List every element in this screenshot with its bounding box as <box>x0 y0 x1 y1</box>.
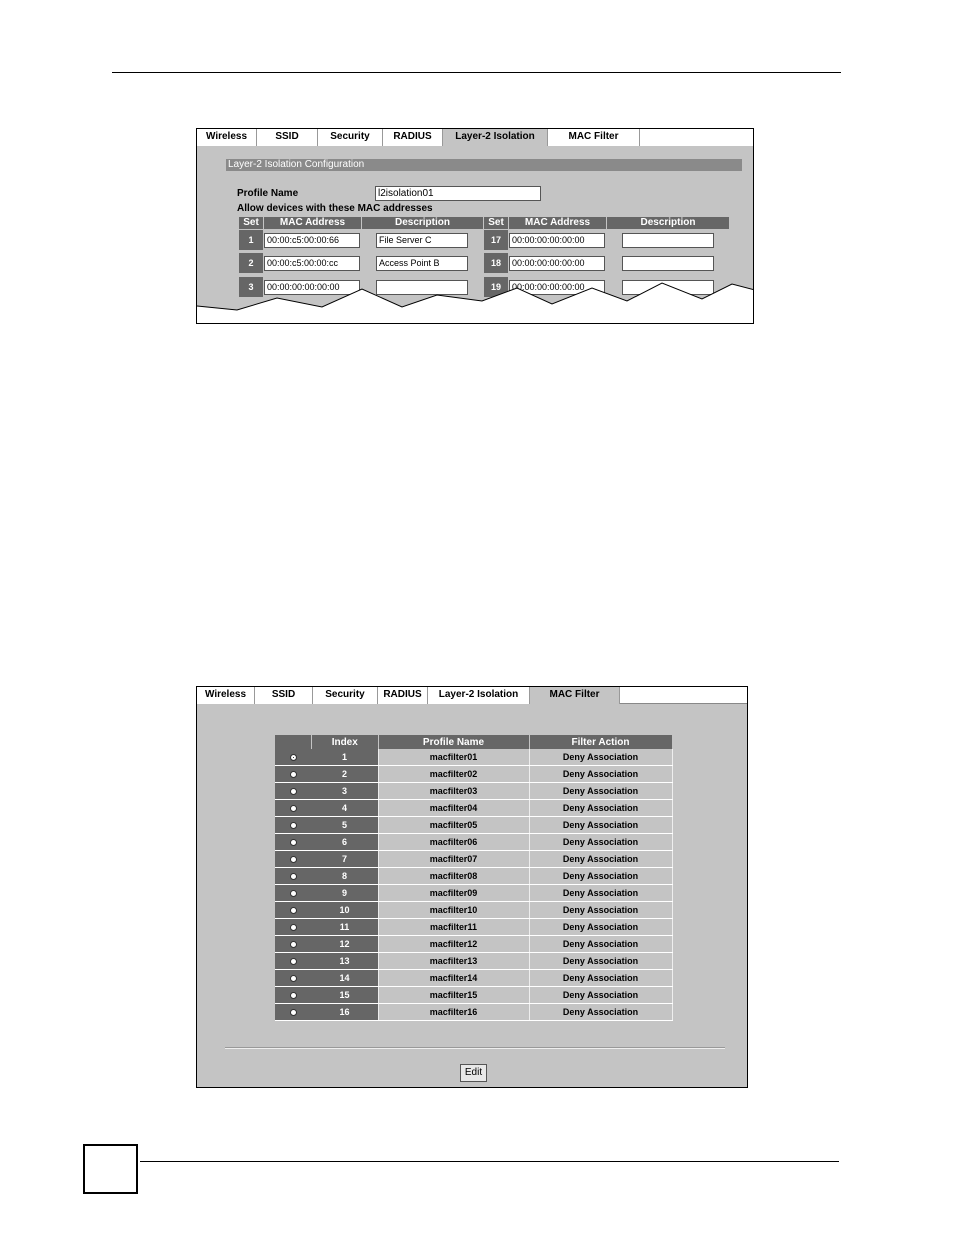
table-row <box>275 834 672 851</box>
set-number: 17 <box>484 230 508 250</box>
profile-name-label: Profile Name <box>237 188 299 199</box>
filter-action-cell: Deny Association <box>529 868 672 885</box>
allow-devices-text: Allow devices with these MAC addresses <box>237 203 433 214</box>
filter-action-cell: Deny Association <box>529 970 672 987</box>
index-cell: 1 <box>312 749 379 766</box>
select-cell <box>275 987 312 1004</box>
row-radio-button[interactable] <box>290 890 297 897</box>
mac-filter-table <box>275 735 673 1021</box>
table-row <box>275 749 672 766</box>
select-cell <box>275 817 312 834</box>
index-cell: 8 <box>312 868 379 885</box>
index-cell: 10 <box>312 902 379 919</box>
row-radio-button[interactable] <box>290 754 297 761</box>
index-cell: 5 <box>312 817 379 834</box>
row-radio-button[interactable] <box>290 941 297 948</box>
set-number: 19 <box>484 277 508 297</box>
filter-action-cell: Deny Association <box>529 766 672 783</box>
filter-action-cell: Deny Association <box>529 902 672 919</box>
row-radio-button[interactable] <box>290 856 297 863</box>
index-cell: 3 <box>312 783 379 800</box>
profile-name-cell: macfilter16 <box>378 1004 529 1021</box>
select-cell <box>275 953 312 970</box>
index-cell: 14 <box>312 970 379 987</box>
tab-ssid[interactable]: SSID <box>257 129 318 146</box>
table-row <box>275 1004 672 1021</box>
row-radio-button[interactable] <box>290 975 297 982</box>
set-number: 3 <box>239 277 263 297</box>
filter-action-cell: Deny Association <box>529 834 672 851</box>
profile-name-cell: macfilter13 <box>378 953 529 970</box>
profile-name-cell: macfilter10 <box>378 902 529 919</box>
set-number: 18 <box>484 253 508 273</box>
filter-action-cell: Deny Association <box>529 936 672 953</box>
page-number-box <box>83 1144 138 1194</box>
profile-name-cell: macfilter04 <box>378 800 529 817</box>
profile-name-cell: macfilter15 <box>378 987 529 1004</box>
profile-name-input[interactable]: l2isolation01 <box>375 186 541 201</box>
table-row <box>275 766 672 783</box>
index-cell: 13 <box>312 953 379 970</box>
row-radio-button[interactable] <box>290 805 297 812</box>
index-cell: 9 <box>312 885 379 902</box>
mac-filter-screenshot <box>196 686 748 1088</box>
profile-name-cell: macfilter08 <box>378 868 529 885</box>
row-radio-button[interactable] <box>290 873 297 880</box>
set-header-left: Set <box>239 217 263 229</box>
profile-name-cell: macfilter12 <box>378 936 529 953</box>
row-radio-button[interactable] <box>290 907 297 914</box>
tab-mac-filter[interactable]: MAC Filter <box>548 129 640 146</box>
table-row <box>275 919 672 936</box>
tab-layer-2-isolation[interactable]: Layer-2 Isolation <box>443 129 548 146</box>
tab-radius[interactable]: RADIUS <box>383 129 443 146</box>
set-header-right: Set <box>484 217 508 229</box>
row-radio-button[interactable] <box>290 1009 297 1016</box>
table-row <box>275 783 672 800</box>
table-row <box>275 902 672 919</box>
row-radio-button[interactable] <box>290 958 297 965</box>
table-row <box>275 800 672 817</box>
select-cell <box>275 902 312 919</box>
layer2-isolation-screenshot <box>196 128 754 324</box>
filter-action-cell: Deny Association <box>529 783 672 800</box>
divider <box>225 1047 725 1049</box>
index-cell: 4 <box>312 800 379 817</box>
mac-address-input[interactable]: 00:00:c5:00:00:66 <box>264 233 360 248</box>
row-radio-button[interactable] <box>290 924 297 931</box>
tab-wireless[interactable]: Wireless <box>197 129 257 146</box>
filter-action-cell: Deny Association <box>529 953 672 970</box>
select-column-header <box>275 735 312 749</box>
table-row <box>275 817 672 834</box>
table-row <box>275 851 672 868</box>
mac-header-right: MAC Address <box>509 217 606 229</box>
profile-name-cell: macfilter14 <box>378 970 529 987</box>
filter-action-cell: Deny Association <box>529 885 672 902</box>
select-cell <box>275 834 312 851</box>
table-row <box>275 936 672 953</box>
filter-action-cell: Deny Association <box>529 817 672 834</box>
row-radio-button[interactable] <box>290 788 297 795</box>
tab-layer-2-isolation[interactable]: Layer-2 Isolation <box>428 687 530 704</box>
select-cell <box>275 783 312 800</box>
desc-header-left: Description <box>362 217 483 229</box>
tab-mac-filter[interactable]: MAC Filter <box>530 687 620 704</box>
select-cell <box>275 919 312 936</box>
profile-name-cell: macfilter07 <box>378 851 529 868</box>
select-cell <box>275 800 312 817</box>
mac-address-input[interactable]: 00:00:00:00:00:00 <box>509 280 605 295</box>
edit-button[interactable]: Edit <box>460 1064 487 1082</box>
mac-address-input[interactable]: 00:00:c5:00:00:cc <box>264 256 360 271</box>
set-number: 1 <box>239 230 263 250</box>
filter-action-cell: Deny Association <box>529 1004 672 1021</box>
mac-address-input[interactable]: 00:00:00:00:00:00 <box>509 256 605 271</box>
tab-ssid[interactable]: SSID <box>255 687 313 704</box>
filter-action-cell: Deny Association <box>529 800 672 817</box>
row-radio-button[interactable] <box>290 822 297 829</box>
tab-security[interactable]: Security <box>313 687 378 704</box>
table-row <box>275 970 672 987</box>
header-rule <box>112 72 841 73</box>
select-cell <box>275 936 312 953</box>
profile-name-cell: macfilter02 <box>378 766 529 783</box>
table-row <box>275 953 672 970</box>
filter-action-cell: Deny Association <box>529 987 672 1004</box>
row-radio-button[interactable] <box>290 839 297 846</box>
filter-action-cell: Deny Association <box>529 919 672 936</box>
select-cell <box>275 766 312 783</box>
profile-name-cell: macfilter11 <box>378 919 529 936</box>
index-cell: 6 <box>312 834 379 851</box>
profile-name-cell: macfilter05 <box>378 817 529 834</box>
index-cell: 15 <box>312 987 379 1004</box>
select-cell <box>275 851 312 868</box>
select-cell <box>275 1004 312 1021</box>
tab-security[interactable]: Security <box>318 129 383 146</box>
filter-action-column-header: Filter Action <box>529 735 672 749</box>
footer-rule <box>140 1161 839 1162</box>
tab-bar <box>197 687 747 704</box>
torn-edge <box>197 129 754 324</box>
profile-name-cell: macfilter03 <box>378 783 529 800</box>
profile-name-cell: macfilter06 <box>378 834 529 851</box>
tab-wireless[interactable]: Wireless <box>197 687 255 704</box>
index-cell: 12 <box>312 936 379 953</box>
select-cell <box>275 749 312 766</box>
desc-header-right: Description <box>607 217 729 229</box>
tab-radius[interactable]: RADIUS <box>378 687 428 704</box>
select-cell <box>275 970 312 987</box>
table-row <box>275 885 672 902</box>
description-input[interactable]: File Server C <box>376 233 468 248</box>
profile-name-column-header: Profile Name <box>378 735 529 749</box>
profile-name-cell: macfilter01 <box>378 749 529 766</box>
filter-action-cell: Deny Association <box>529 749 672 766</box>
table-row <box>275 987 672 1004</box>
select-cell <box>275 885 312 902</box>
select-cell <box>275 868 312 885</box>
mac-header-left: MAC Address <box>264 217 361 229</box>
profile-name-cell: macfilter09 <box>378 885 529 902</box>
tab-bar-filler <box>620 687 747 703</box>
section-title: Layer-2 Isolation Configuration <box>226 159 742 171</box>
table-row <box>275 868 672 885</box>
index-cell: 16 <box>312 1004 379 1021</box>
index-cell: 7 <box>312 851 379 868</box>
description-input[interactable]: Access Point B <box>376 256 468 271</box>
filter-action-cell: Deny Association <box>529 851 672 868</box>
index-column-header: Index <box>312 735 379 749</box>
set-number: 2 <box>239 253 263 273</box>
row-radio-button[interactable] <box>290 992 297 999</box>
index-cell: 2 <box>312 766 379 783</box>
row-radio-button[interactable] <box>290 771 297 778</box>
index-cell: 11 <box>312 919 379 936</box>
mac-address-input[interactable]: 00:00:00:00:00:00 <box>264 280 360 295</box>
mac-address-input[interactable]: 00:00:00:00:00:00 <box>509 233 605 248</box>
